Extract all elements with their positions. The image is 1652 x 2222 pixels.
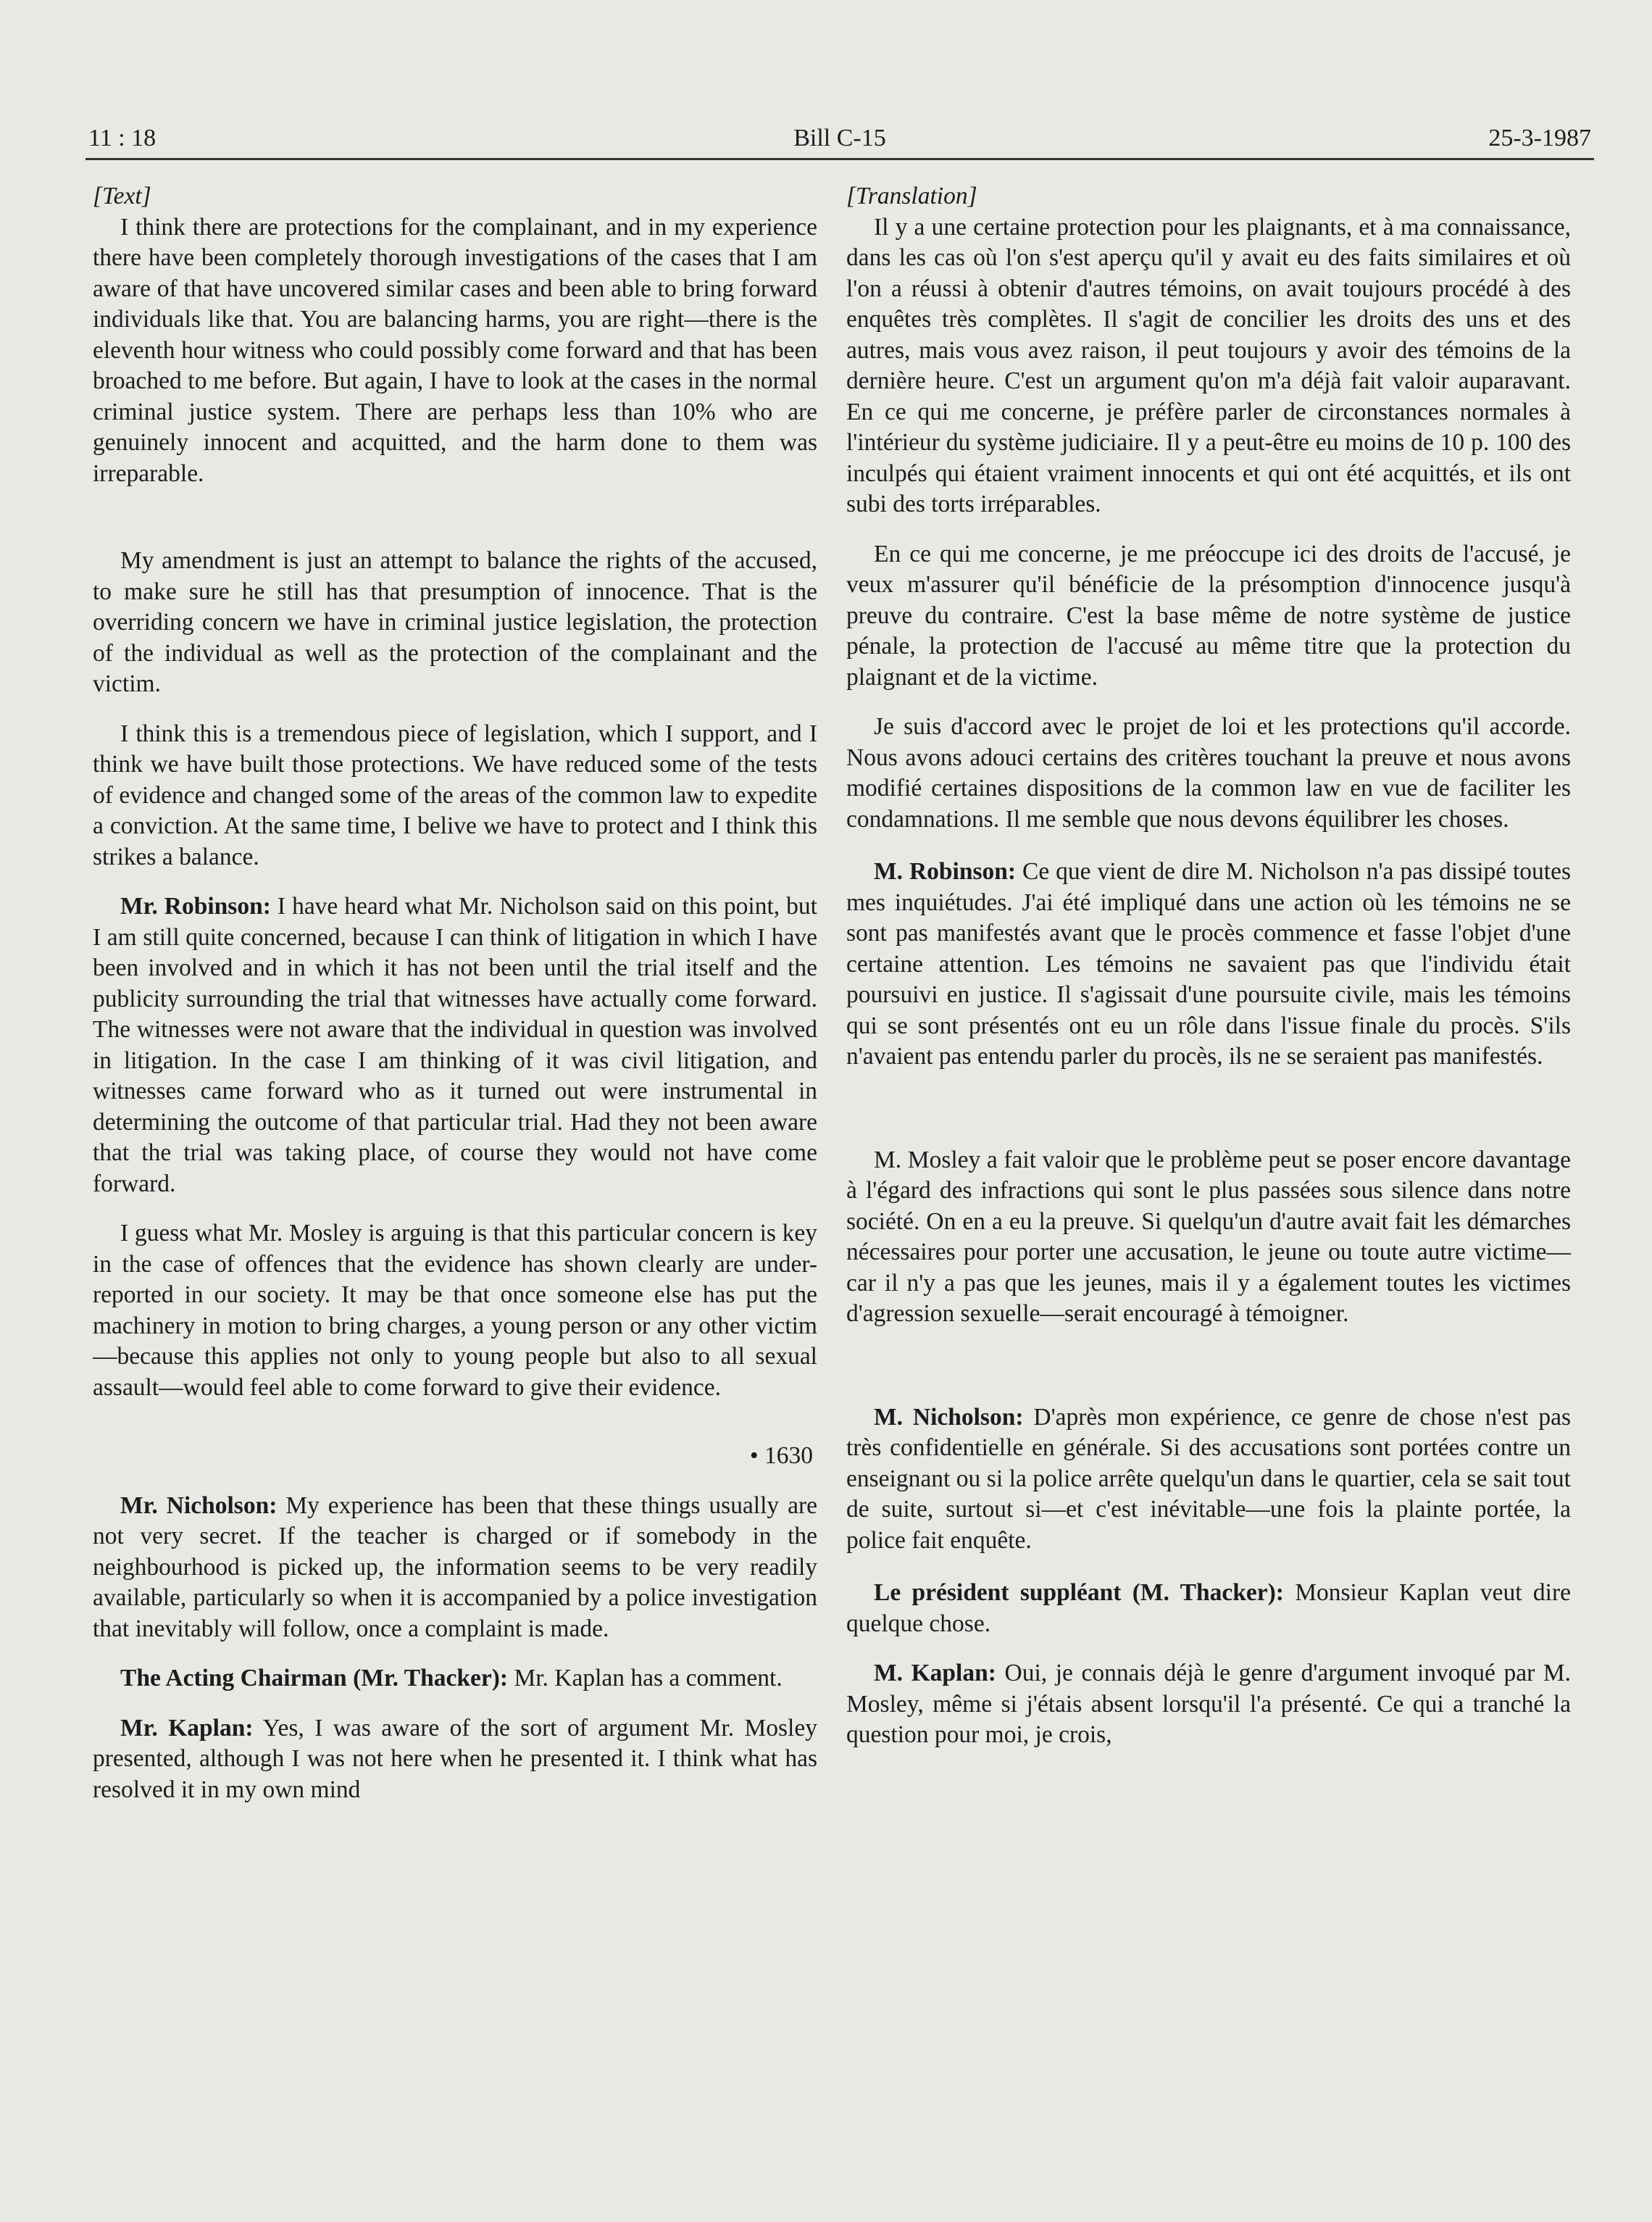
paragraph: I think there are protections for the complainant, and in my experience there have been completely thorough investigations of the cases that I am aware of that have uncovered similar cases and been able to bring forward individuals like that. You are balancing harms, you are right—there is the eleventh hour witness who could possibly come forward and that has been broached to me before. But again, I have to look at the cases in the normal criminal justice system. There are perhaps less than 10% who are genuinely innocent and acquitted, and the harm done to them was irreparable. (93, 213, 817, 487)
bill-title: Bill C-15 (793, 125, 886, 151)
speaker-paragraph (846, 1658, 1571, 1751)
speaker-name: M. Robinson: (874, 858, 1017, 885)
paragraph: En ce qui me concerne, je me préoccupe ici des droits de l'accusé, je veux m'assurer qu'il bénéficie de la présomption d'innocence jusqu'à preuve du contraire. C'est la base même de notre système de justice pénale, la protection de l'accusé au même titre que la protection du plaignant et de la victime. (846, 540, 1571, 691)
speech-text: Ce que vient de dire M. Nicholson n'a pas dissipé toutes mes inquiétudes. J'ai été impliqué dans une action où les témoins ne se sont pas manifestés avant que le procès commence et fasse l'objet d'une certaine attention. Les témoins ne savaient pas que l'individu était poursuivi en justice. Il s'agissait d'une poursuite civile, mais les témoins qui se sont présentés ont eu un rôle dans l'issue finale du procès. S'ils n'avaient pas entendu parler du procès, ils ne se seraient pas manifestés. (846, 858, 1571, 1070)
speech-text: Yes, I was aware of the sort of argument Mr. Mosley presented, although I was not here when he presented it. I think what has resolved it in my own mind (93, 1714, 817, 1803)
speech-text: Oui, je connais déjà le genre d'argument invoqué par M. Mosley, même si j'étais absent lorsqu'il l'a présenté. Ce qui a tranché la question pour moi, je crois, (846, 1660, 1571, 1748)
speech-text: Monsieur Kaplan veut dire quelque chose. (846, 1579, 1571, 1637)
paragraph: M. Mosley a fait valoir que le problème peut se poser encore davantage à l'égard des infractions qui sont le plus passées sous silence dans notre société. On en a eu la preuve. Si quelqu'un d'autre avait fait les démarches nécessaires pour porter une accusation, le jeune ou toute autre victime—car il n'y a pas que les jeunes, mais il y a également toutes les victimes d'agression sexuelle—serait encouragé à témoigner. (846, 1146, 1571, 1327)
speaker-name: M. Nicholson: (874, 1403, 1024, 1431)
speaker-name: M. Kaplan: (874, 1660, 996, 1686)
paragraph: My amendment is just an attempt to balance the rights of the accused, to make sure he still has that presumption of innocence. That is the overriding concern we have in criminal justice legislation, the protection of the individual as well as the protection of the complainant and the victim. (93, 547, 817, 697)
speaker-paragraph (93, 1491, 817, 1645)
speaker-paragraph (846, 857, 1571, 1073)
page-number: 11 : 18 (88, 125, 157, 151)
speaker-name: Mr. Nicholson: (120, 1491, 278, 1519)
english-column (93, 181, 817, 1805)
speech-text: Mr. Kaplan has a comment. (508, 1665, 783, 1692)
paragraph: I think this is a tremendous piece of legislation, which I support, and I think we have built those protections. We have reduced some of the tests of evidence and changed some of the areas of the common law to expedite a conviction. At the same time, I belive we have to protect and I think this strikes a balance. (93, 720, 817, 870)
header-date: 25-3-1987 (1488, 125, 1591, 151)
text-label: [Text] (93, 183, 151, 209)
speaker-paragraph (846, 1402, 1571, 1557)
paragraph: Il y a une certaine protection pour les plaignants, et à ma connaissance, dans les cas où l'on s'est aperçu qu'il y avait eu des faits similaires et où l'on a réussi à obtenir d'autres témoins, on avait toujours procédé à des enquêtes très complètes. Il s'agit de concilier les droits des uns et des autres, mais vous avez raison, il peut toujours y avoir des témoins de la dernière heure. C'est un argument qu'on m'a déjà fait valoir auparavant. En ce qui me concerne, je préfère parler de circonstances normales à l'intérieur du système judiciaire. Il y a peut-être eu moins de 10 p. 100 des inculpés qui étaient vraiment innocents et qui ont été acquittés, et ils ont subi des torts irréparables. (846, 213, 1571, 517)
speaker-paragraph (93, 891, 817, 1199)
speaker-paragraph (93, 1713, 817, 1806)
speech-text: My experience has been that these things usually are not very secret. If the teacher is charged or if somebody in the neighbourhood is picked up, the information seems to be very readily available, particularly so when it is accompanied by a police investigation that inevitably will follow, once a complaint is made. (93, 1491, 818, 1642)
paragraph: I guess what Mr. Mosley is arguing is that this particular concern is key in the case of offences that the evidence has shown clearly are under-reported in our society. It may be that once someone else has put the machinery in motion to bring charges, a young person or any other victim—because this applies not only to young people but also to all sexual assault—would feel able to come forward to give their evidence. (93, 1220, 817, 1401)
paragraph: Je suis d'accord avec le projet de loi et les protections qu'il accorde. Nous avons adouci certains des critères touchant la preuve et nous avons modifié certaines dispositions de la common law en vue de faciliter les condamnations. Il me semble que nous devons équilibrer les choses. (846, 713, 1571, 833)
french-column (846, 181, 1571, 1751)
speaker-name: Mr. Robinson: (120, 893, 271, 920)
speech-text: I have heard what Mr. Nicholson said on this point, but I am still quite concerned, because I can think of litigation in which I have been involved and in which it has not been until the trial itself and the publicity surrounding the trial that witnesses have actually come forward. The witnesses were not aware that the individual in question was involved in litigation. In the case I am thinking of it was civil litigation, and witnesses came forward who as it turned out were instrumental in determining the outcome of that particular trial. Had they not been aware that the trial was taking place, of course they would not have come forward. (93, 893, 817, 1197)
speaker-name: The Acting Chairman (Mr. Thacker): (120, 1665, 509, 1692)
page-header (85, 122, 1594, 160)
translation-label: [Translation] (846, 183, 977, 209)
timestamp: • 1630 (749, 1442, 813, 1469)
speaker-paragraph (93, 1663, 817, 1694)
speaker-paragraph (846, 1578, 1571, 1639)
speaker-name: Mr. Kaplan: (120, 1714, 254, 1742)
speaker-name: Le président suppléant (M. Thacker): (874, 1579, 1284, 1606)
speech-text: D'après mon expérience, ce genre de chose n'est pas très confidentielle en générale. Si des accusations sont portées contre un enseignant ou si la police arrête quelqu'un dans le quartier, cela se sait tout de suite, surtout si—et c'est inévitable—une fois la plainte portée, la police fait enquête. (846, 1403, 1571, 1554)
